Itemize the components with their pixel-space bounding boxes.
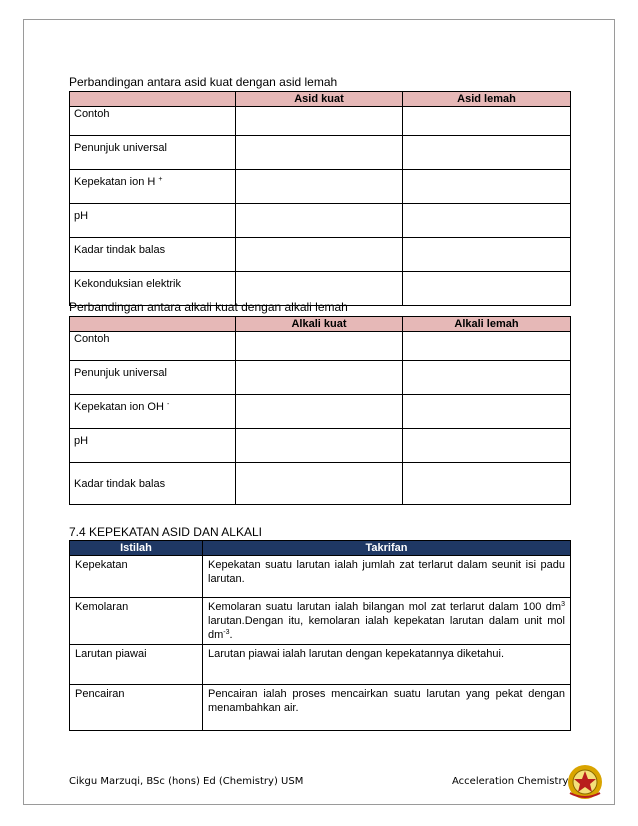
table-row — [70, 463, 571, 505]
table-row — [70, 361, 571, 395]
header-cell-strong-acid: Asid kuat — [236, 92, 403, 107]
acid-comparison-table — [69, 91, 571, 306]
row-label: Contoh — [70, 332, 236, 361]
term-cell: Pencairan — [70, 685, 203, 731]
answer-cell — [403, 204, 571, 238]
row-label: Kadar tindak balas — [70, 238, 236, 272]
term-cell: Kemolaran — [70, 598, 203, 645]
answer-cell — [236, 395, 403, 429]
footer-author: Cikgu Marzuqi, BSc (hons) Ed (Chemistry) USM — [69, 776, 304, 787]
answer-cell — [403, 395, 571, 429]
row-label: Penunjuk universal — [70, 361, 236, 395]
answer-cell — [403, 429, 571, 463]
answer-cell — [236, 332, 403, 361]
table-row — [70, 238, 571, 272]
table-header-row — [70, 317, 571, 332]
answer-cell — [236, 429, 403, 463]
table-row — [70, 395, 571, 429]
answer-cell — [236, 238, 403, 272]
answer-cell — [403, 170, 571, 204]
alkali-comparison-table — [69, 316, 571, 505]
table-row — [70, 107, 571, 136]
answer-cell — [403, 463, 571, 505]
row-label: Contoh — [70, 107, 236, 136]
footer-title: Acceleration Chemistry — [452, 776, 569, 787]
row-label: Kekonduksian elektrik — [70, 272, 236, 306]
term-cell: Kepekatan — [70, 556, 203, 598]
table-row — [70, 136, 571, 170]
answer-cell — [403, 107, 571, 136]
table-row — [70, 645, 571, 685]
header-cell-empty — [70, 92, 236, 107]
row-label: pH — [70, 204, 236, 238]
definition-cell: Kepekatan suatu larutan ialah jumlah zat terlarut dalam seunit isi padu larutan. — [203, 556, 571, 598]
header-cell-weak-alkali: Alkali lemah — [403, 317, 571, 332]
answer-cell — [236, 107, 403, 136]
table-row — [70, 556, 571, 598]
answer-cell — [403, 238, 571, 272]
answer-cell — [236, 361, 403, 395]
row-label: pH — [70, 429, 236, 463]
answer-cell — [403, 272, 571, 306]
table-row — [70, 598, 571, 645]
row-label: Kadar tindak balas — [70, 463, 236, 505]
header-cell-term: Istilah — [70, 541, 203, 556]
row-label: Kepekatan ion OH - — [70, 395, 236, 429]
table-row — [70, 204, 571, 238]
table-row — [70, 685, 571, 731]
definitions-table — [69, 540, 571, 731]
definition-cell: Kemolaran suatu larutan ialah bilangan mol zat terlarut dalam 100 $dm^3$ larutan.Dengan itu, kemolaran ialah kepekatan larutan dalam unit mol $dm^{-3}$. — [203, 598, 571, 645]
header-cell-definition: Takrifan — [203, 541, 571, 556]
header-cell-strong-alkali: Alkali kuat — [236, 317, 403, 332]
acid-table-caption: Perbandingan antara asid kuat dengan asid lemah — [69, 75, 338, 89]
answer-cell — [403, 136, 571, 170]
alkali-table-caption: Perbandingan antara alkali kuat dengan alkali lemah — [69, 300, 348, 314]
answer-cell — [236, 136, 403, 170]
table-row — [70, 332, 571, 361]
answer-cell — [236, 170, 403, 204]
row-label: Kepekatan ion H + — [70, 170, 236, 204]
table-header-row — [70, 92, 571, 107]
answer-cell — [403, 361, 571, 395]
answer-cell — [236, 463, 403, 505]
row-label: Penunjuk universal — [70, 136, 236, 170]
table-header-row — [70, 541, 571, 556]
table-row — [70, 429, 571, 463]
table-row — [70, 170, 571, 204]
school-crest-icon — [566, 763, 604, 801]
definition-cell: Larutan piawai ialah larutan dengan kepekatannya diketahui. — [203, 645, 571, 685]
answer-cell — [403, 332, 571, 361]
term-cell: Larutan piawai — [70, 645, 203, 685]
definition-cell: Pencairan ialah proses mencairkan suatu larutan yang pekat dengan menambahkan air. — [203, 685, 571, 731]
section-heading: 7.4 KEPEKATAN ASID DAN ALKALI — [69, 525, 262, 539]
header-cell-weak-acid: Asid lemah — [403, 92, 571, 107]
header-cell-empty — [70, 317, 236, 332]
answer-cell — [236, 204, 403, 238]
